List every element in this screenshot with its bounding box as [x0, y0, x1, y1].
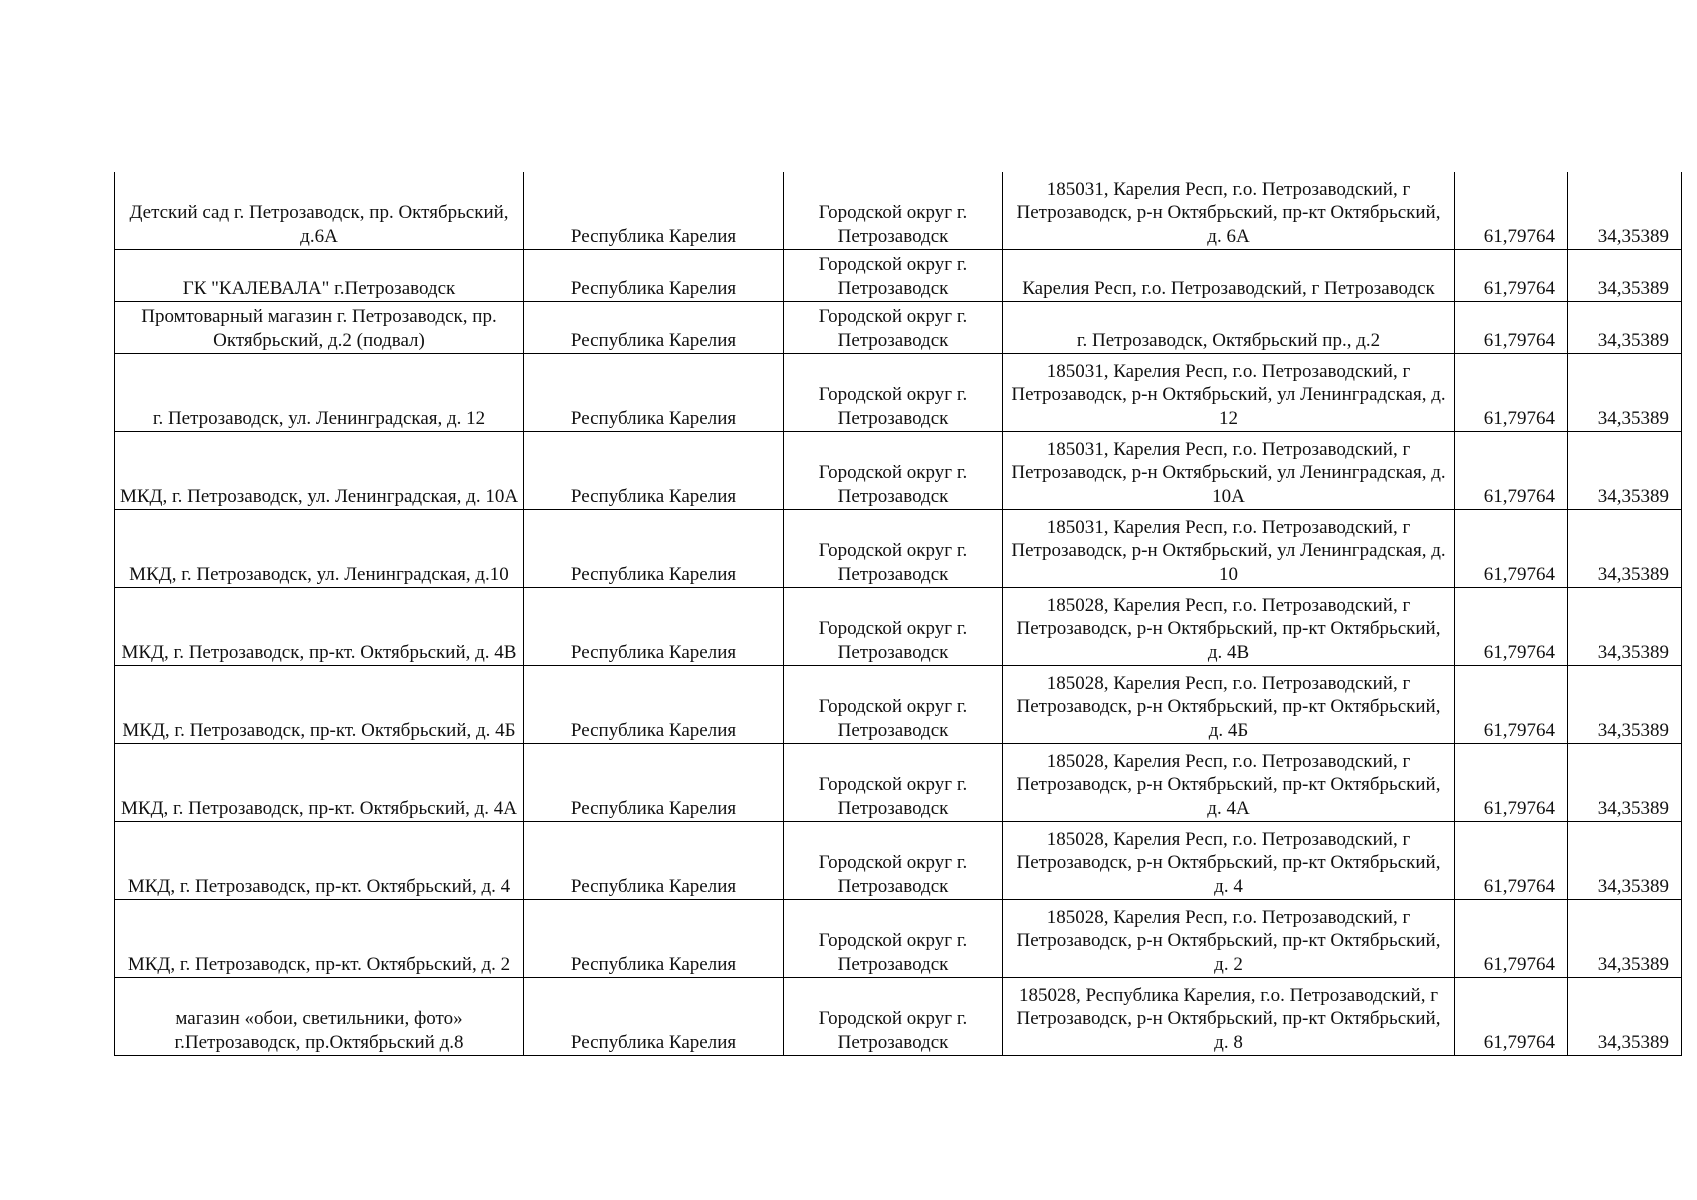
district-cell: Городской округ г. Петрозаводск — [784, 978, 1003, 1056]
object-name-cell: МКД, г. Петрозаводск, пр-кт. Октябрьский, д. 4 — [115, 822, 524, 900]
table-row — [115, 250, 1682, 302]
longitude-cell: 34,35389 — [1568, 510, 1682, 588]
longitude-cell: 34,35389 — [1568, 900, 1682, 978]
address-cell: 185031, Карелия Респ, г.о. Петрозаводский, г Петрозаводск, р-н Октябрьский, ул Ленинградская, д. 10 — [1003, 510, 1455, 588]
region-cell: Республика Карелия — [524, 354, 784, 432]
region-cell: Республика Карелия — [524, 588, 784, 666]
latitude-cell: 61,79764 — [1455, 432, 1568, 510]
table-row — [115, 302, 1682, 354]
object-name-cell: Промтоварный магазин г. Петрозаводск, пр. Октябрьский, д.2 (подвал) — [115, 302, 524, 354]
longitude-cell: 34,35389 — [1568, 822, 1682, 900]
address-cell: 185028, Карелия Респ, г.о. Петрозаводский, г Петрозаводск, р-н Октябрьский, пр-кт Октябрьский, д. 2 — [1003, 900, 1455, 978]
object-name-cell: г. Петрозаводск, ул. Ленинградская, д. 12 — [115, 354, 524, 432]
longitude-cell: 34,35389 — [1568, 432, 1682, 510]
object-name-cell: МКД, г. Петрозаводск, пр-кт. Октябрьский, д. 4А — [115, 744, 524, 822]
district-cell: Городской округ г. Петрозаводск — [784, 354, 1003, 432]
table-row — [115, 588, 1682, 666]
table-row — [115, 900, 1682, 978]
district-cell: Городской округ г. Петрозаводск — [784, 588, 1003, 666]
address-cell: 185028, Карелия Респ, г.о. Петрозаводский, г Петрозаводск, р-н Октябрьский, пр-кт Октябрьский, д. 4 — [1003, 822, 1455, 900]
longitude-cell: 34,35389 — [1568, 744, 1682, 822]
table-row — [115, 172, 1682, 250]
district-cell: Городской округ г. Петрозаводск — [784, 432, 1003, 510]
address-cell: г. Петрозаводск, Октябрьский пр., д.2 — [1003, 302, 1455, 354]
address-cell: 185031, Карелия Респ, г.о. Петрозаводский, г Петрозаводск, р-н Октябрьский, пр-кт Октябрьский, д. 6А — [1003, 172, 1455, 250]
latitude-cell: 61,79764 — [1455, 354, 1568, 432]
table-row — [115, 744, 1682, 822]
longitude-cell: 34,35389 — [1568, 666, 1682, 744]
longitude-cell: 34,35389 — [1568, 172, 1682, 250]
address-cell: 185031, Карелия Респ, г.о. Петрозаводский, г Петрозаводск, р-н Октябрьский, ул Ленинградская, д. 10А — [1003, 432, 1455, 510]
address-cell: 185028, Карелия Респ, г.о. Петрозаводский, г Петрозаводск, р-н Октябрьский, пр-кт Октябрьский, д. 4В — [1003, 588, 1455, 666]
registry-table — [114, 172, 1682, 1056]
object-name-cell: МКД, г. Петрозаводск, ул. Ленинградская, д. 10А — [115, 432, 524, 510]
latitude-cell: 61,79764 — [1455, 250, 1568, 302]
object-name-cell: МКД, г. Петрозаводск, пр-кт. Октябрьский, д. 4Б — [115, 666, 524, 744]
object-name-cell: МКД, г. Петрозаводск, ул. Ленинградская, д.10 — [115, 510, 524, 588]
district-cell: Городской округ г. Петрозаводск — [784, 822, 1003, 900]
latitude-cell: 61,79764 — [1455, 510, 1568, 588]
address-cell: 185031, Карелия Респ, г.о. Петрозаводский, г Петрозаводск, р-н Октябрьский, ул Ленинградская, д. 12 — [1003, 354, 1455, 432]
region-cell: Республика Карелия — [524, 302, 784, 354]
latitude-cell: 61,79764 — [1455, 978, 1568, 1056]
latitude-cell: 61,79764 — [1455, 744, 1568, 822]
table-row — [115, 666, 1682, 744]
district-cell: Городской округ г. Петрозаводск — [784, 172, 1003, 250]
latitude-cell: 61,79764 — [1455, 822, 1568, 900]
district-cell: Городской округ г. Петрозаводск — [784, 510, 1003, 588]
object-name-cell: Детский сад г. Петрозаводск, пр. Октябрьский, д.6А — [115, 172, 524, 250]
district-cell: Городской округ г. Петрозаводск — [784, 900, 1003, 978]
region-cell: Республика Карелия — [524, 510, 784, 588]
table-row — [115, 510, 1682, 588]
address-cell: 185028, Карелия Респ, г.о. Петрозаводский, г Петрозаводск, р-н Октябрьский, пр-кт Октябрьский, д. 4Б — [1003, 666, 1455, 744]
object-name-cell: ГК "КАЛЕВАЛА" г.Петрозаводск — [115, 250, 524, 302]
object-name-cell: магазин «обои, светильники, фото» г.Петрозаводск, пр.Октябрьский д.8 — [115, 978, 524, 1056]
district-cell: Городской округ г. Петрозаводск — [784, 302, 1003, 354]
region-cell: Республика Карелия — [524, 900, 784, 978]
address-cell: Карелия Респ, г.о. Петрозаводский, г Петрозаводск — [1003, 250, 1455, 302]
latitude-cell: 61,79764 — [1455, 900, 1568, 978]
table-row — [115, 822, 1682, 900]
latitude-cell: 61,79764 — [1455, 172, 1568, 250]
object-name-cell: МКД, г. Петрозаводск, пр-кт. Октябрьский, д. 4В — [115, 588, 524, 666]
table-row — [115, 354, 1682, 432]
longitude-cell: 34,35389 — [1568, 302, 1682, 354]
longitude-cell: 34,35389 — [1568, 250, 1682, 302]
region-cell: Республика Карелия — [524, 744, 784, 822]
region-cell: Республика Карелия — [524, 822, 784, 900]
address-cell: 185028, Республика Карелия, г.о. Петрозаводский, г Петрозаводск, р-н Октябрьский, пр-кт Октябрьский, д. 8 — [1003, 978, 1455, 1056]
district-cell: Городской округ г. Петрозаводск — [784, 744, 1003, 822]
region-cell: Республика Карелия — [524, 250, 784, 302]
latitude-cell: 61,79764 — [1455, 588, 1568, 666]
address-cell: 185028, Карелия Респ, г.о. Петрозаводский, г Петрозаводск, р-н Октябрьский, пр-кт Октябрьский, д. 4А — [1003, 744, 1455, 822]
latitude-cell: 61,79764 — [1455, 302, 1568, 354]
region-cell: Республика Карелия — [524, 432, 784, 510]
district-cell: Городской округ г. Петрозаводск — [784, 666, 1003, 744]
district-cell: Городской округ г. Петрозаводск — [784, 250, 1003, 302]
longitude-cell: 34,35389 — [1568, 354, 1682, 432]
table-row — [115, 978, 1682, 1056]
latitude-cell: 61,79764 — [1455, 666, 1568, 744]
region-cell: Республика Карелия — [524, 978, 784, 1056]
object-name-cell: МКД, г. Петрозаводск, пр-кт. Октябрьский, д. 2 — [115, 900, 524, 978]
region-cell: Республика Карелия — [524, 172, 784, 250]
longitude-cell: 34,35389 — [1568, 978, 1682, 1056]
region-cell: Республика Карелия — [524, 666, 784, 744]
longitude-cell: 34,35389 — [1568, 588, 1682, 666]
table-row — [115, 432, 1682, 510]
